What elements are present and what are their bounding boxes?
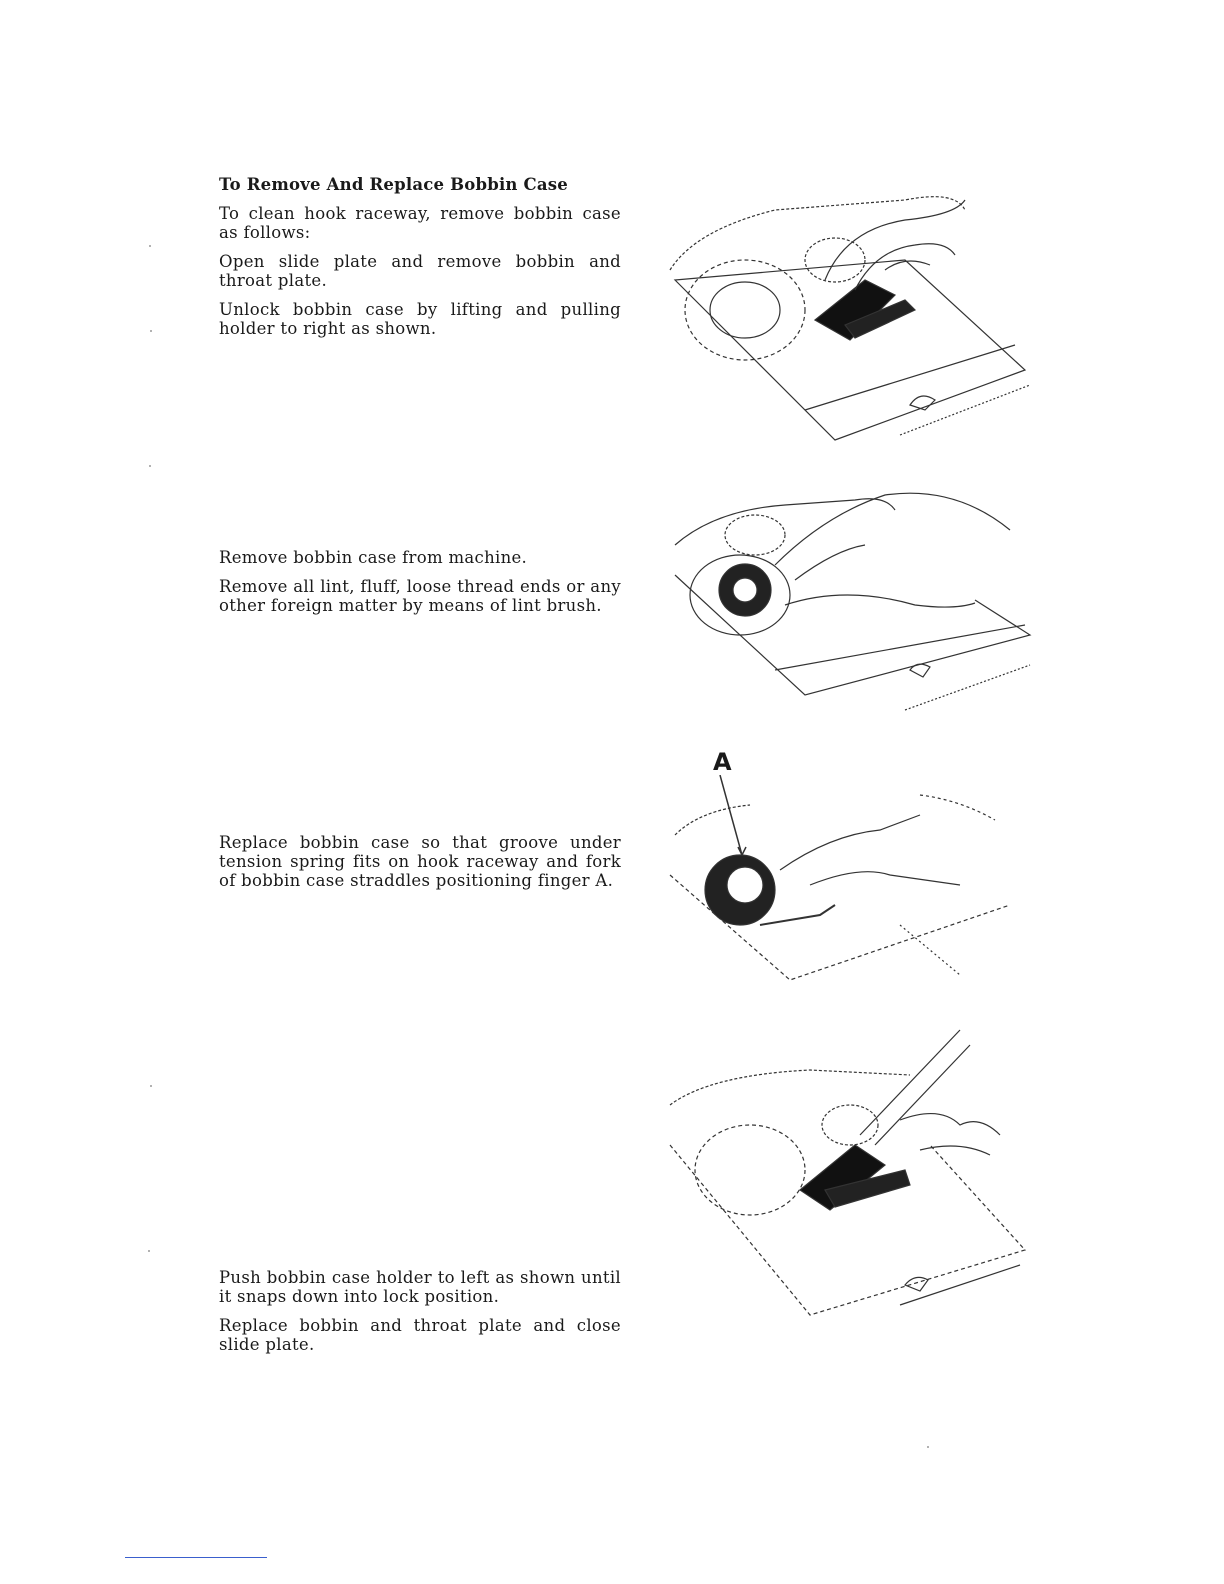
step-4-text bbox=[219, 1268, 621, 1354]
figure-remove-case bbox=[655, 485, 1035, 720]
callout-label-a: A bbox=[713, 748, 732, 776]
step-3-paragraph-1: Replace bobbin case so that groove under tension spring fits on hook raceway and fork of bobbin case straddles positioning finger A. bbox=[219, 833, 621, 890]
step-2-text bbox=[219, 548, 621, 615]
step-1-text bbox=[219, 204, 621, 338]
step-1-paragraph-2: Open slide plate and remove bobbin and throat plate. bbox=[219, 252, 621, 290]
figure-replace-case bbox=[660, 775, 1020, 990]
scan-speck bbox=[148, 1250, 150, 1252]
footer-rule bbox=[125, 1557, 267, 1558]
figure-unlock-holder bbox=[655, 170, 1035, 450]
section-heading: To Remove And Replace Bobbin Case bbox=[219, 175, 568, 194]
scan-speck bbox=[927, 1446, 929, 1448]
step-2-paragraph-1: Remove bobbin case from machine. bbox=[219, 548, 528, 567]
step-1-paragraph-1: To clean hook raceway, remove bobbin case as follows: bbox=[219, 204, 621, 242]
step-4-paragraph-2: Replace bobbin and throat plate and close slide plate. bbox=[219, 1316, 621, 1354]
step-3-text bbox=[219, 833, 621, 890]
scan-speck bbox=[150, 1085, 152, 1087]
step-2-paragraph-2: Remove all lint, fluff, loose thread ends or any other foreign matter by means of lint brush. bbox=[219, 577, 621, 615]
scan-speck bbox=[149, 245, 151, 247]
figure-lock-holder bbox=[660, 1025, 1035, 1350]
scan-speck bbox=[149, 465, 151, 467]
scan-speck bbox=[150, 330, 152, 332]
step-4-paragraph-1: Push bobbin case holder to left as shown until it snaps down into lock position. bbox=[219, 1268, 621, 1306]
step-1-paragraph-3: Unlock bobbin case by lifting and pulling holder to right as shown. bbox=[219, 300, 621, 338]
